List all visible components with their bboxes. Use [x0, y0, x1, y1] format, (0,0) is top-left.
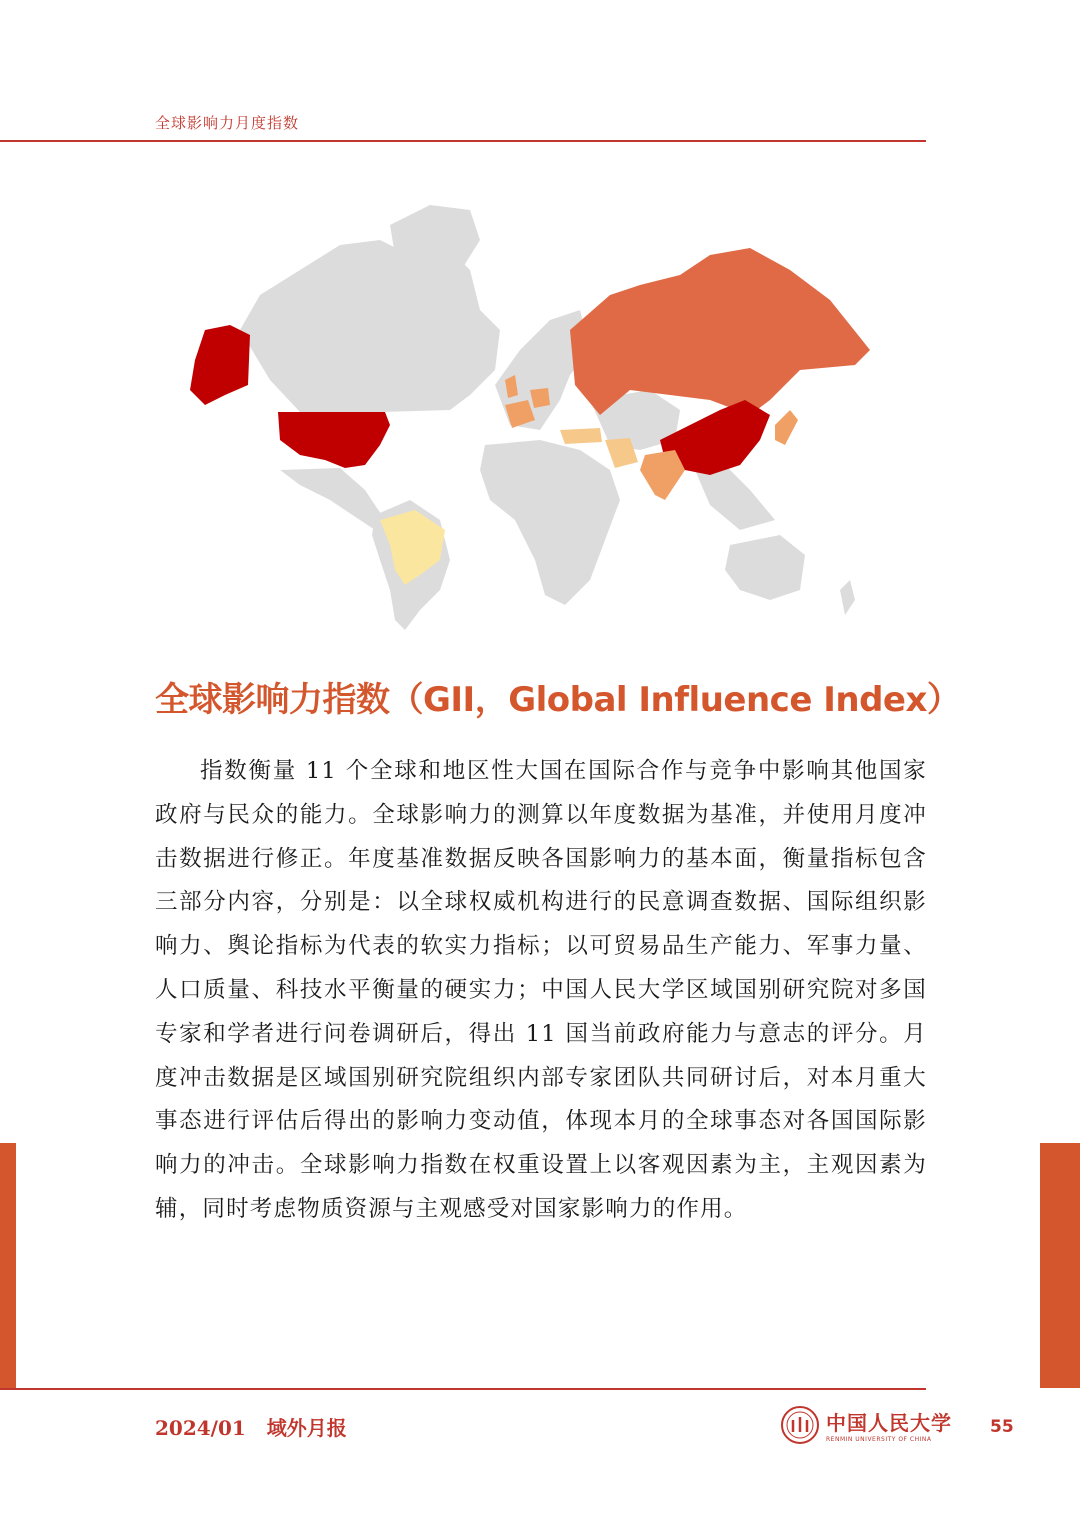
section-title: 全球影响力指数（GII，Global Influence Index） — [155, 680, 961, 720]
left-accent-bar — [0, 1143, 16, 1388]
footer-issue — [155, 1412, 361, 1441]
japan-region — [775, 410, 798, 445]
usa-region — [278, 412, 390, 468]
page-number: 55 — [990, 1417, 1014, 1437]
world-influence-map — [150, 200, 880, 640]
india-region — [640, 450, 685, 500]
right-accent-bar — [1040, 1143, 1080, 1388]
footer-rule — [0, 1388, 926, 1390]
university-name-en: RENMIN UNIVERSITY OF CHINA — [826, 1436, 932, 1443]
university-name-cn: 中国人民大学 — [826, 1411, 952, 1435]
header-rule — [0, 140, 926, 142]
africa-region — [480, 440, 620, 605]
alaska-region — [190, 325, 250, 405]
footer-date: 2024/01 — [155, 1416, 246, 1440]
turkey-region — [560, 428, 602, 444]
running-header: 全球影响力月度指数 — [155, 114, 300, 132]
section-body: 指数衡量 11 个全球和地区性大国在国际合作与竞争中影响其他国家政府与民众的能力。全球影响力的测算以年度数据为基准，并使用月度冲击数据进行修正。年度基准数据反映各国影响力的基本面，衡量指标包含三部分内容，分别是：以全球权威机构进行的民意调查数据、国际组织影响力、舆论指标为代表的软实力指标；以可贸易品生产能力、军事力量、人口质量、科技水平衡量的硬实力；中国人民大学区域国别研究院对多国专家和学者进行问卷调研后，得出 11 国当前政府能力与意志的评分。月度冲击数据是区域国别研究院组织内部专家团队共同研讨后，对本月重大事态进行评估后得出的影响力变动值，体现本月的全球事态对各国国际影响力的冲击。全球影响力指数在权重设置上以客观因素为主，主观因素为辅，同时考虑物质资源与主观感受对国家影响力的作用。 — [155, 758, 927, 1222]
australia-region — [725, 535, 805, 600]
russia-region — [570, 248, 870, 415]
university-seal-icon — [780, 1405, 820, 1445]
footer-publication: 域外月报 — [266, 1416, 347, 1440]
university-logo — [780, 1405, 952, 1445]
southeast-asia-region — [695, 465, 775, 530]
new-zealand-region — [840, 580, 855, 615]
